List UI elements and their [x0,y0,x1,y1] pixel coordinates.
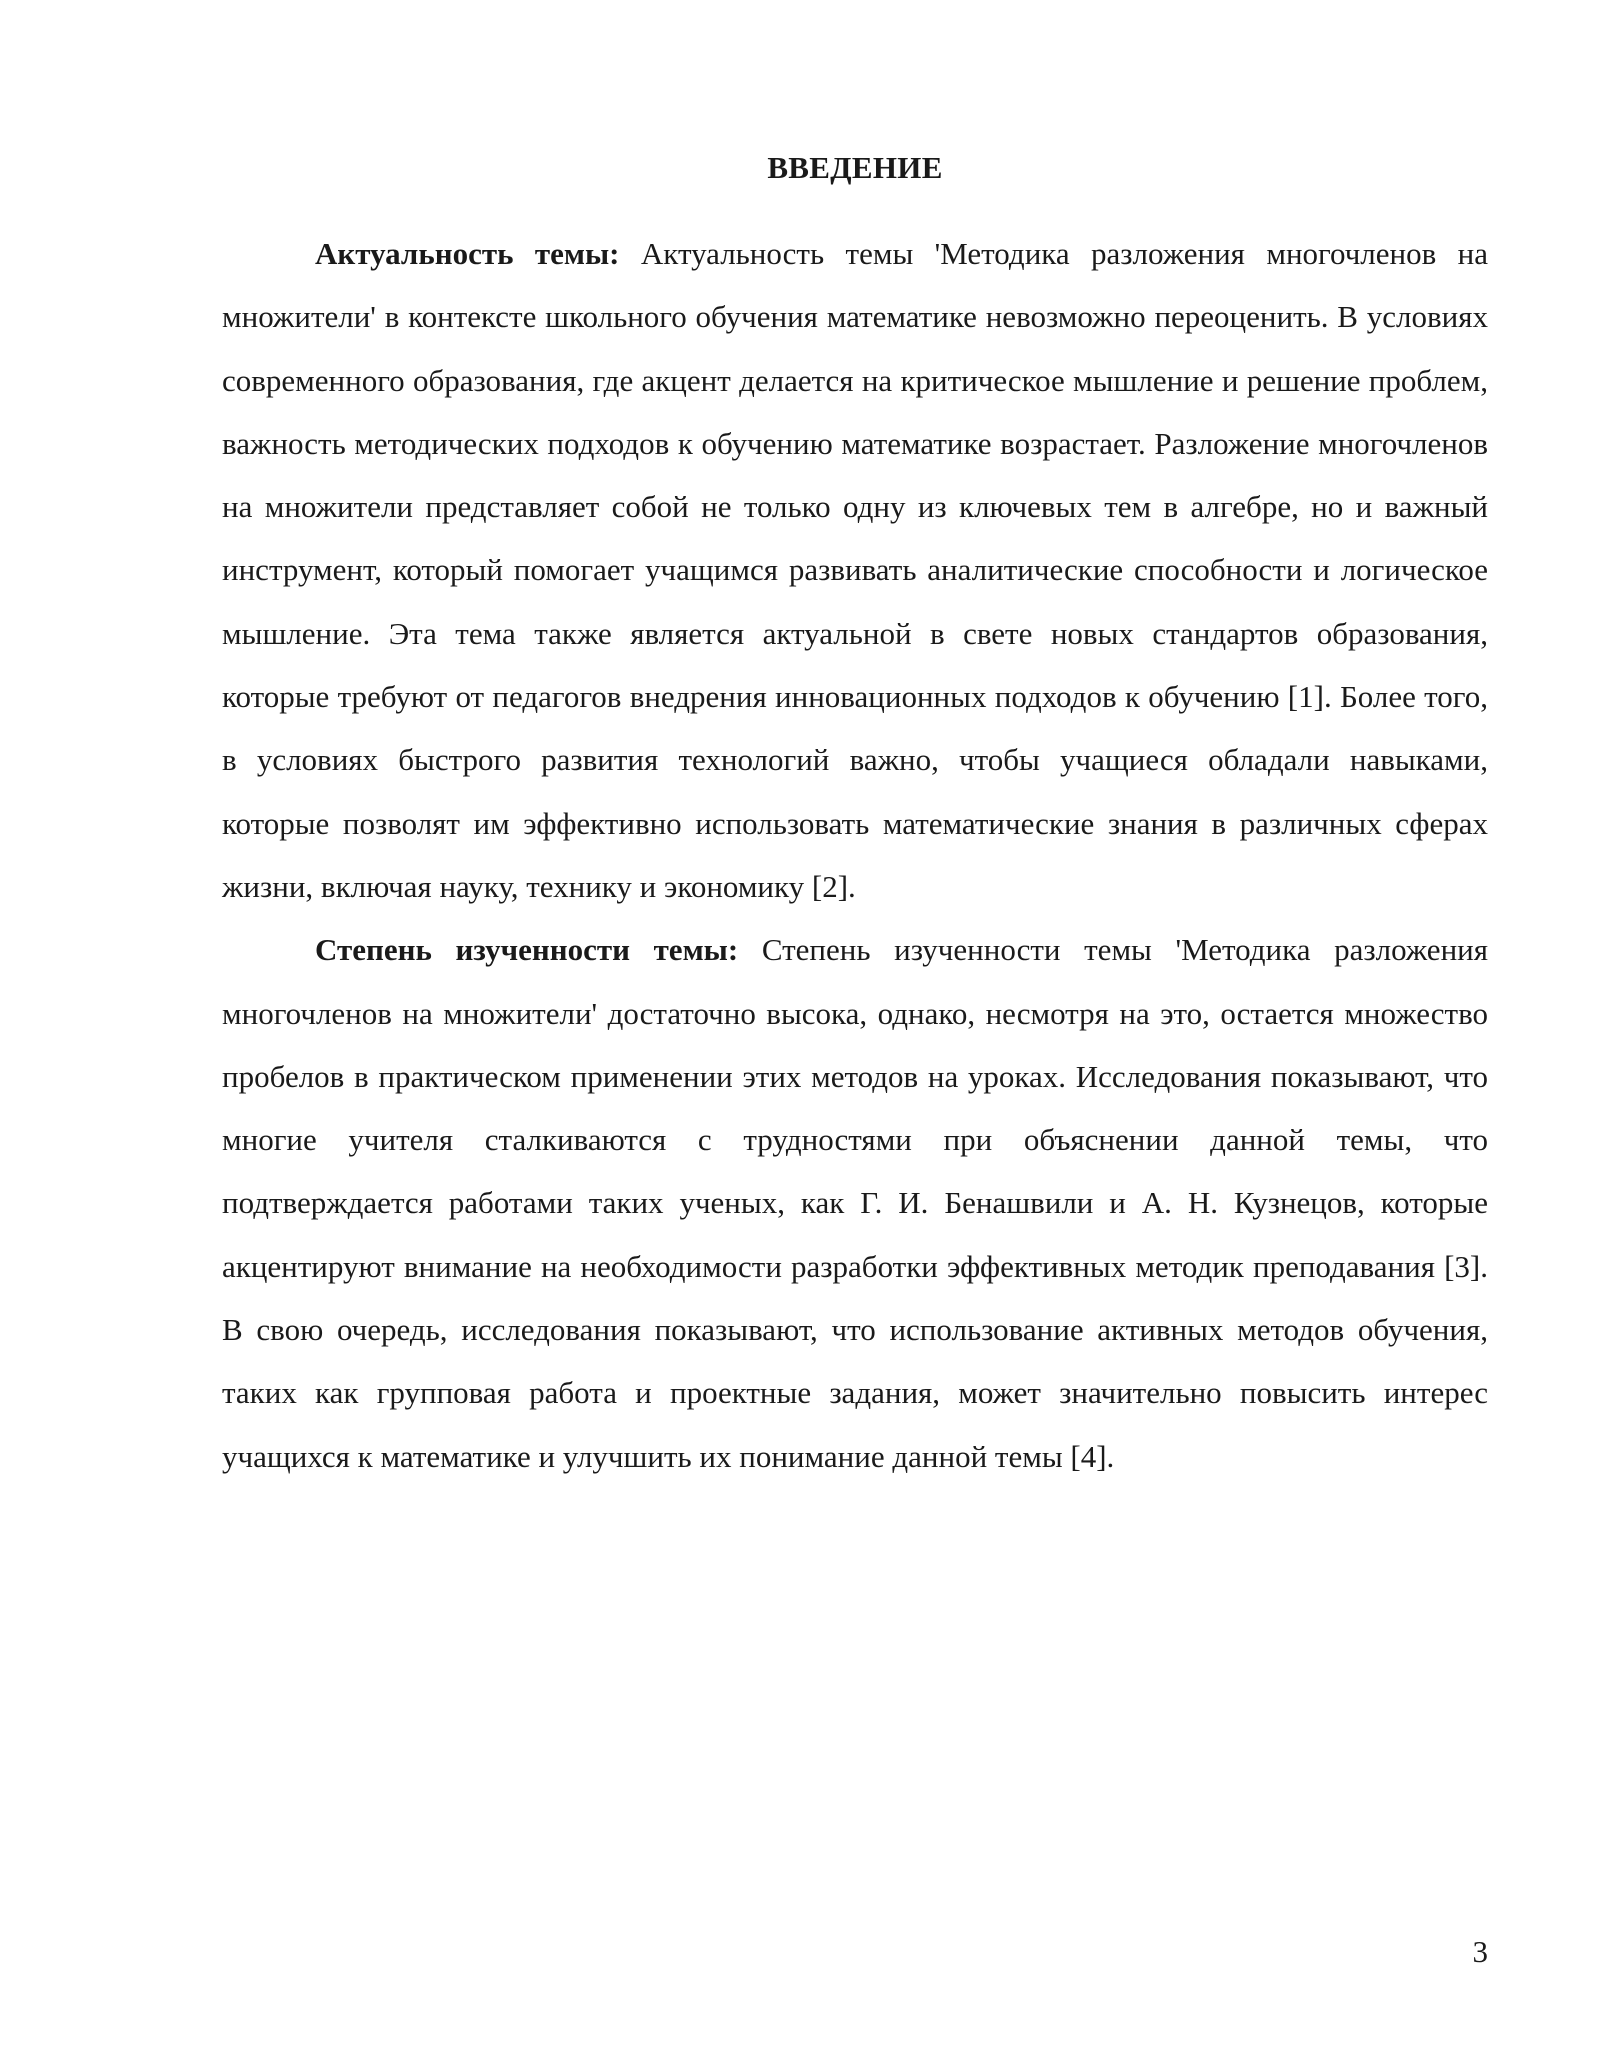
paragraph-body-research-degree: Степень изученности темы 'Методика разложения многочленов на множители' достаточно высока, однако, несмотря на это, остается множество пробелов в практическом применении этих методов на уроках. Исследования показывают, что многие учителя сталкиваются с трудностями при объяснении данной темы, что подтверждается работами таких ученых, как Г. И. Бенашвили и А. Н. Кузнецов, которые акцентируют внимание на необходимости разработки эффективных методик преподавания [3]. В свою очередь, исследования показывают, что использование активных методов обучения, таких как групповая работа и проектные задания, может значительно повысить интерес учащихся к математике и улучшить их понимание данной темы [4]. [222,932,1489,1474]
page-number: 3 [1472,1934,1488,1969]
section-heading: ВВЕДЕНИЕ [767,150,943,185]
paragraph-lead-relevance: Актуальность темы: [315,236,620,271]
page-content [222,142,1488,1488]
paragraph-lead-research-degree: Степень изученности темы: [315,932,739,968]
paragraph-relevance [222,222,1488,918]
paragraph-research-degree [222,918,1488,1488]
paragraph-body-relevance: Актуальность темы 'Методика разложения многочленов на множители' в контексте школьного обучения математике невозможно переоценить. В условиях современного образования, где акцент делается на критическое мышление и решение проблем, важность методических подходов к обучению математике возрастает. Разложение многочленов на множители представляет собой не только одну из ключевых тем в алгебре, но и важный инструмент, который помогает учащимся развивать аналитические способности и логическое мышление. Эта тема также является актуальной в свете новых стандартов образования, которые требуют от педагогов внедрения инновационных подходов к обучению [1]. Более того, в условиях быстрого развития технологий важно, чтобы учащиеся обладали навыками, которые позволят им эффективно использовать математические знания в различных сферах жизни, включая науку, технику и экономику [2]. [222,236,1488,904]
